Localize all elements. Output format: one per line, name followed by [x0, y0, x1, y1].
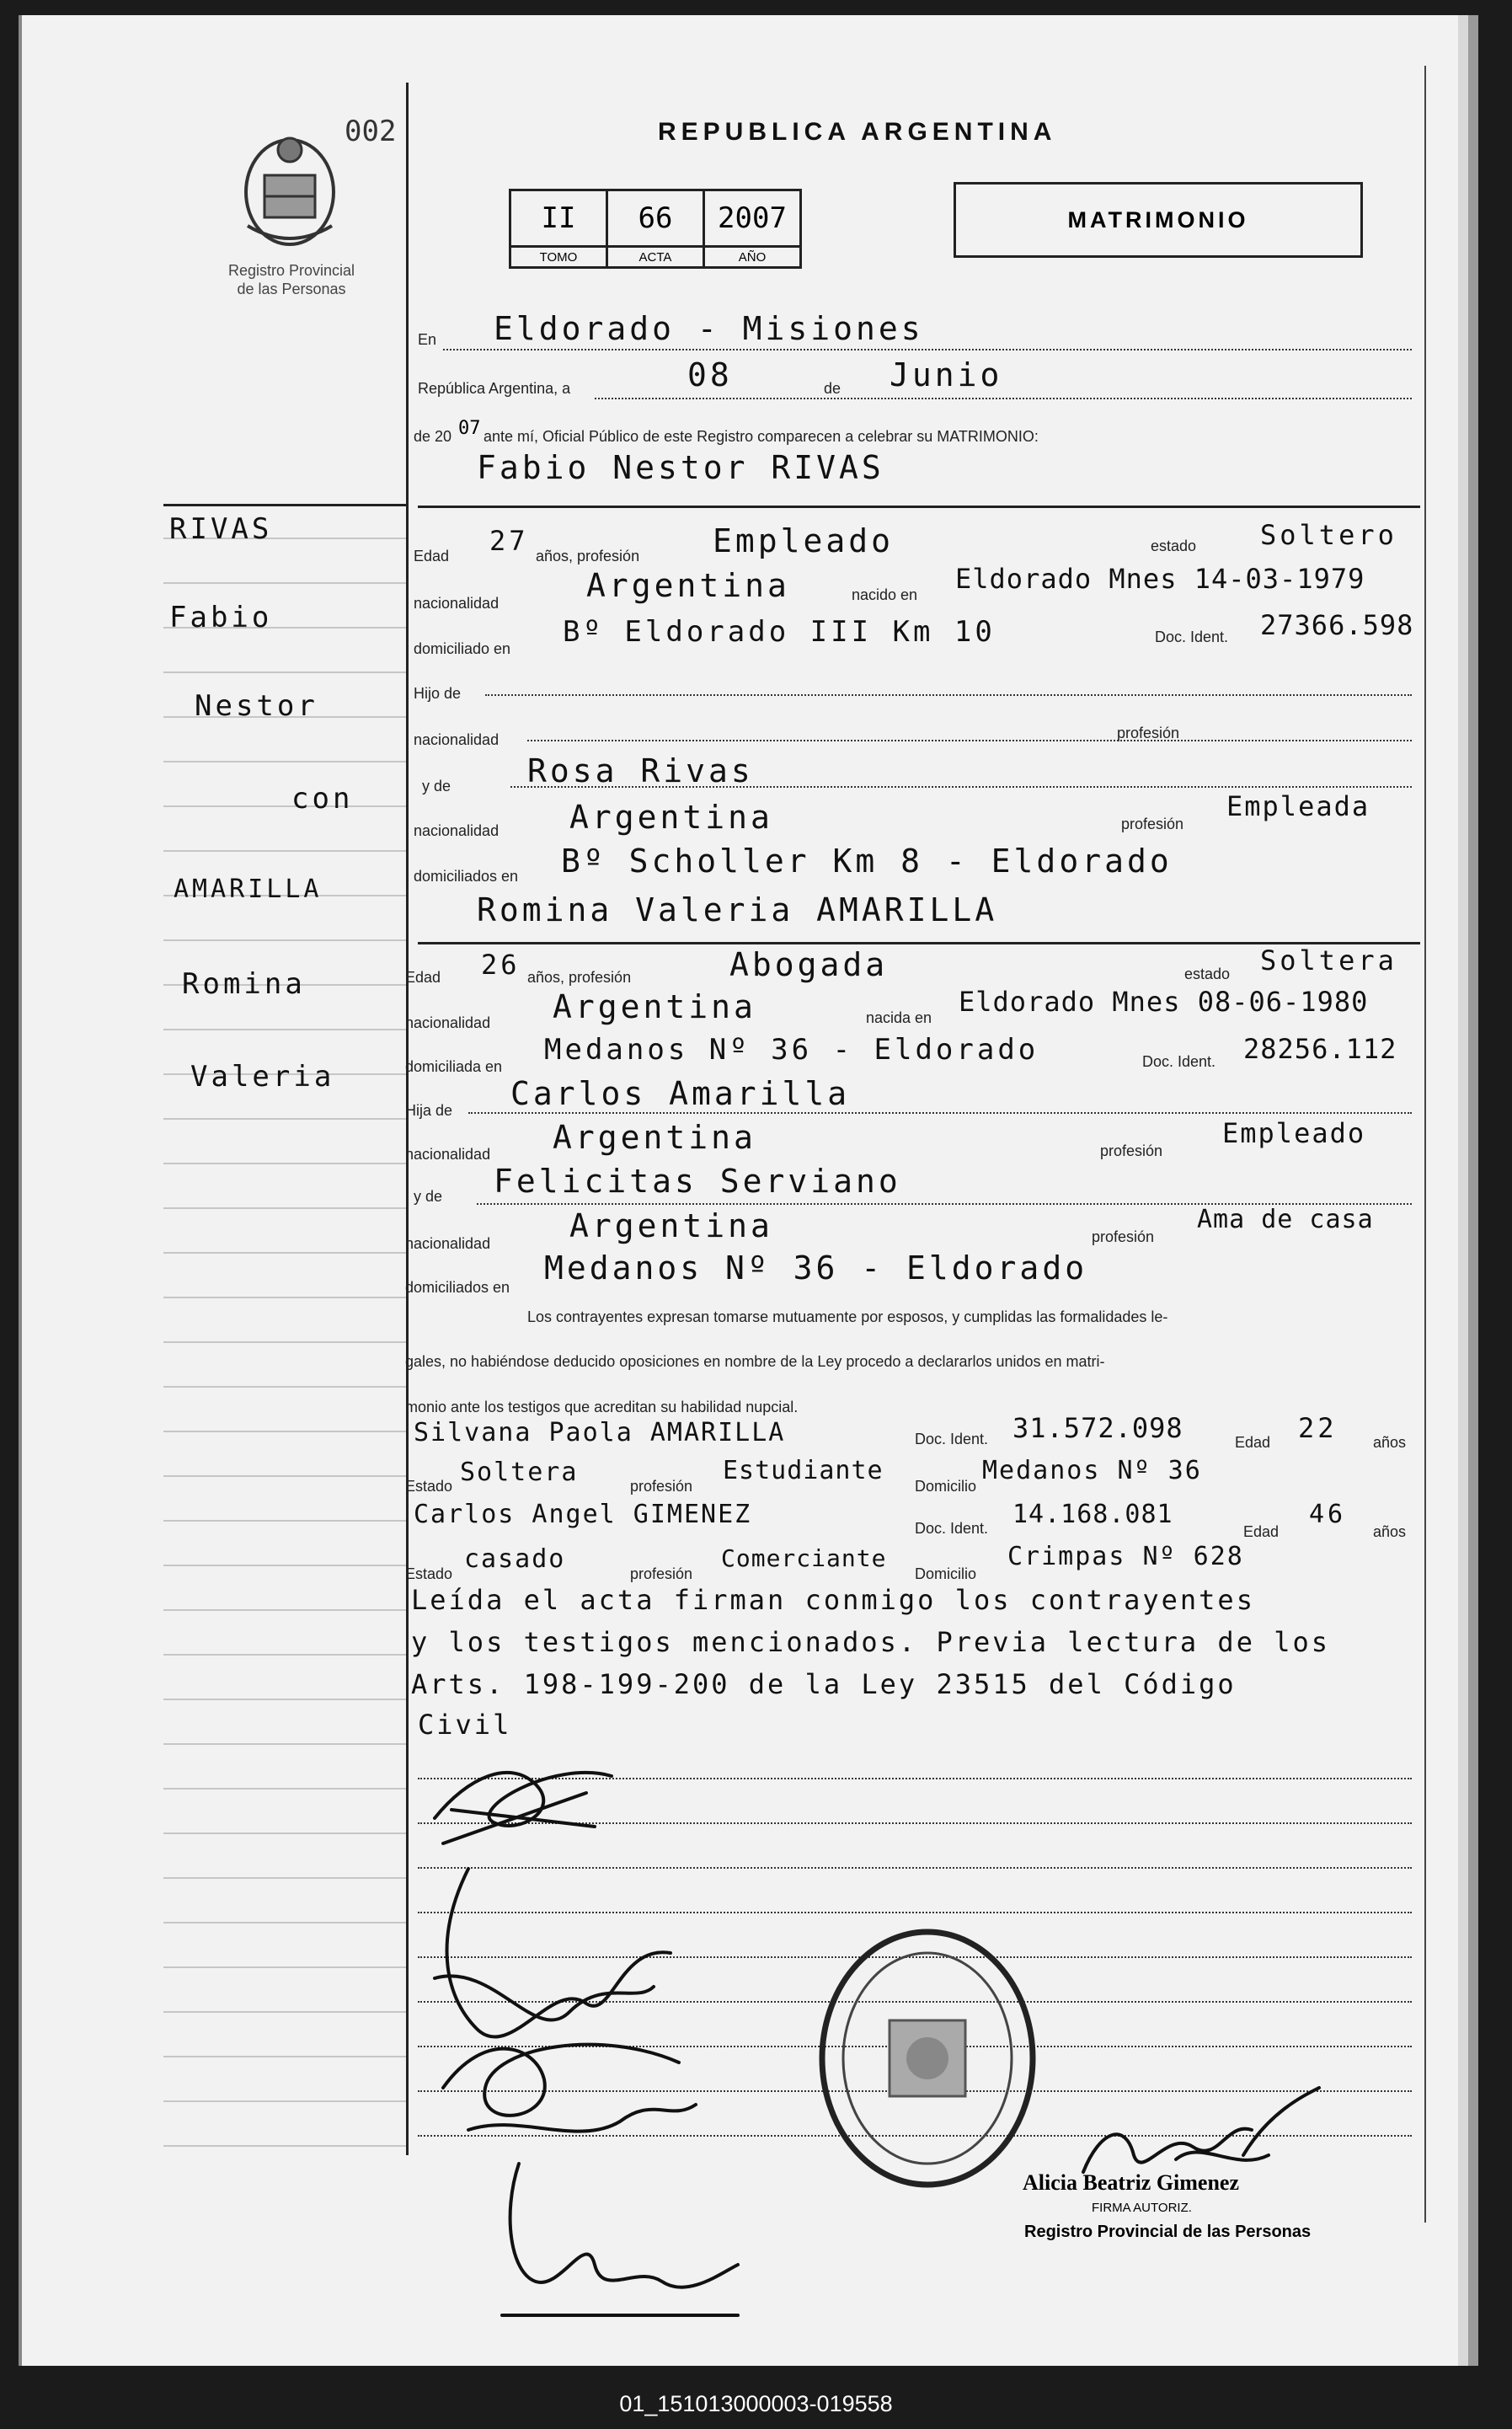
bride-madre-nacionalidad: Argentina — [569, 1207, 773, 1244]
label-estado: Estado — [405, 1565, 453, 1582]
groom-nacido: Eldorado Mnes 14-03-1979 — [955, 563, 1365, 595]
label-intro: ante mí, Oficial Público de este Registro comparecen a celebrar su MATRIMONIO: — [484, 428, 1039, 445]
bride-nacida: Eldorado Mnes 08-06-1980 — [959, 986, 1369, 1018]
groom-edad: 27 — [489, 525, 529, 557]
margin-name-4: Valeria — [190, 1060, 335, 1094]
tomo-value: II — [510, 190, 607, 247]
bride-madre: Felicitas Serviano — [494, 1163, 901, 1200]
acta-value: 66 — [607, 190, 704, 247]
label-de: de — [824, 380, 841, 397]
acta-label: ACTA — [607, 247, 704, 268]
ruled-line — [163, 2145, 408, 2147]
ruled-line — [163, 850, 408, 852]
ruled-line — [163, 1118, 408, 1120]
label-hijo: Hijo de — [414, 685, 462, 702]
label-estado: Estado — [405, 1478, 453, 1495]
folio-number: 002 — [345, 115, 397, 148]
label-estado: estado — [1184, 966, 1231, 982]
ruled-line — [163, 671, 408, 673]
day-value: 08 — [687, 356, 733, 393]
country-title: REPUBLICA ARGENTINA — [658, 118, 1057, 146]
ruled-line — [163, 1029, 408, 1030]
bride-padres-domicilio: Medanos Nº 36 - Eldorado — [544, 1249, 1088, 1287]
dotted-line — [443, 349, 1412, 350]
official-role: FIRMA AUTORIZ. — [1092, 2201, 1192, 2215]
margin-name-3: Romina — [182, 967, 306, 1001]
signatures-drawing — [418, 1725, 772, 2332]
ruled-line — [163, 1252, 408, 1254]
witness1-profesion: Estudiante — [723, 1456, 884, 1485]
groom-domicilio: Bº Eldorado III Km 10 — [563, 615, 996, 649]
ruled-line — [163, 1520, 408, 1522]
label-domicilio: Domicilio — [915, 1478, 977, 1495]
label-profesion: profesión — [630, 1565, 693, 1582]
label-nacionalidad: nacionalidad — [405, 1235, 491, 1252]
declaration-line-1: Los contrayentes expresan tomarse mutuamente por esposos, y cumplidas las formalidades le- — [527, 1308, 1168, 1325]
margin-surname-bride: AMARILLA — [174, 875, 323, 904]
ruled-line — [163, 1966, 408, 1968]
groom-madre-nacionalidad: Argentina — [569, 799, 773, 836]
label-edad: Edad — [414, 548, 450, 564]
bride-profesion: Abogada — [729, 946, 889, 983]
label-republica: República Argentina, a — [418, 380, 571, 397]
groom-profesion: Empleado — [713, 522, 895, 559]
bride-estado: Soltera — [1260, 944, 1397, 976]
label-doc: Doc. Ident. — [915, 1520, 989, 1537]
groom-madre: Rosa Rivas — [527, 752, 754, 789]
bride-madre-profesion: Ama de casa — [1197, 1205, 1374, 1234]
witness2-domicilio: Crimpas Nº 628 — [1007, 1542, 1244, 1571]
label-nacionalidad: nacionalidad — [405, 1014, 491, 1031]
dotted-line — [595, 398, 1412, 399]
ruled-line — [163, 1922, 408, 1923]
bride-name: Romina Valeria AMARILLA — [477, 891, 998, 928]
label-en: En — [418, 331, 437, 348]
ruled-line — [163, 1341, 408, 1343]
label-edad: Edad — [405, 969, 441, 986]
margin-divider — [163, 504, 408, 506]
label-year: de 20 — [414, 428, 452, 445]
groom-madre-profesion: Empleada — [1226, 790, 1370, 822]
label-nacido: nacido en — [852, 586, 918, 603]
ruled-line — [163, 1877, 408, 1879]
groom-nacionalidad: Argentina — [586, 567, 790, 604]
dotted-line — [468, 1112, 1412, 1114]
groom-estado: Soltero — [1260, 519, 1397, 551]
witness1-estado: Soltera — [460, 1458, 579, 1487]
label-profesion: profesión — [630, 1478, 693, 1495]
ruled-line — [163, 1207, 408, 1209]
margin-surname-groom: RIVAS — [169, 512, 273, 546]
right-border — [1424, 66, 1426, 2223]
closing-line-3: Arts. 198-199-200 de la Ley 23515 del Código — [411, 1668, 1237, 1700]
bride-nacionalidad: Argentina — [553, 988, 756, 1025]
ruled-line — [163, 1386, 408, 1388]
witness2-edad: 46 — [1309, 1500, 1347, 1529]
groom-padres-domicilio: Bº Scholler Km 8 - Eldorado — [561, 843, 1173, 880]
bride-doc: 28256.112 — [1243, 1033, 1397, 1065]
label-nacionalidad: nacionalidad — [414, 822, 500, 839]
margin-name-2: Nestor — [195, 689, 318, 723]
ruled-line — [163, 939, 408, 941]
label-anos: años — [1373, 1434, 1407, 1451]
declaration-line-3: monio ante los testigos que acreditan su habilidad nupcial. — [405, 1399, 799, 1415]
ruled-line — [163, 1743, 408, 1745]
label-doc: Doc. Ident. — [915, 1431, 989, 1447]
label-doc: Doc. Ident. — [1142, 1053, 1216, 1070]
label-domiciliados: domiciliados en — [414, 868, 519, 885]
witness2-name: Carlos Angel GIMENEZ — [414, 1500, 752, 1529]
month-value: Junio — [890, 356, 1003, 393]
ruled-line — [163, 582, 408, 584]
witness2-estado: casado — [464, 1544, 566, 1574]
label-domicilio: Domicilio — [915, 1565, 977, 1582]
bride-padre-nacionalidad: Argentina — [553, 1119, 756, 1156]
year-value: 07 — [458, 418, 481, 439]
ruled-line — [163, 1431, 408, 1432]
groom-name: Fabio Nestor RIVAS — [477, 449, 884, 486]
ruled-line — [163, 1654, 408, 1656]
bride-padre: Carlos Amarilla — [510, 1075, 851, 1112]
witness1-domicilio: Medanos Nº 36 — [982, 1456, 1202, 1485]
city-value: Eldorado - Misiones — [494, 310, 924, 347]
ruled-line — [163, 1565, 408, 1566]
official-name: Alicia Beatriz Gimenez — [1023, 2170, 1240, 2195]
witness2-doc: 14.168.081 — [1012, 1500, 1173, 1529]
dotted-line — [510, 786, 1412, 788]
witness1-name: Silvana Paola AMARILLA — [414, 1418, 786, 1447]
tomo-label: TOMO — [510, 247, 607, 268]
act-type-box: MATRIMONIO — [954, 182, 1363, 258]
label-profesion: profesión — [1100, 1142, 1163, 1159]
bride-edad: 26 — [481, 949, 521, 981]
margin-name-1: Fabio — [169, 601, 273, 634]
bride-domicilio: Medanos Nº 36 - Eldorado — [544, 1033, 1039, 1067]
ruled-line — [163, 1699, 408, 1700]
label-hija: Hija de — [405, 1102, 453, 1119]
act-number-table — [509, 189, 802, 269]
ruled-line — [163, 761, 408, 762]
label-nacionalidad: nacionalidad — [405, 1146, 491, 1163]
closing-line-1: Leída el acta firman conmigo los contrayentes — [411, 1584, 1255, 1616]
label-estado: estado — [1151, 538, 1197, 554]
declaration-line-2: gales, no habiéndose deducido oposiciones en nombre de la Ley procedo a declararlos unidos en matri- — [405, 1353, 1105, 1370]
label-edad: Edad — [1235, 1434, 1271, 1451]
label-anos-profesion: años, profesión — [536, 548, 640, 564]
ruled-line — [163, 2100, 408, 2102]
label-nacida: nacida en — [866, 1009, 932, 1026]
register-page — [19, 15, 1458, 2366]
bride-padre-profesion: Empleado — [1222, 1117, 1366, 1149]
anio-value: 2007 — [704, 190, 801, 247]
ruled-line — [163, 1297, 408, 1298]
closing-line-2: y los testigos mencionados. Previa lectura de los — [411, 1626, 1331, 1658]
ruled-line — [163, 1788, 408, 1790]
closing-line-4: Civil — [418, 1709, 512, 1741]
ruled-line — [163, 1475, 408, 1477]
registry-stamp-icon — [805, 1911, 1058, 2214]
label-domiciliada: domiciliada en — [405, 1058, 503, 1075]
label-edad: Edad — [1243, 1523, 1280, 1540]
label-profesion: profesión — [1121, 816, 1184, 832]
dotted-line — [485, 694, 1412, 696]
dotted-line — [527, 740, 1412, 741]
witness1-doc: 31.572.098 — [1012, 1412, 1183, 1444]
label-profesion: profesión — [1092, 1228, 1155, 1245]
section-rule — [418, 506, 1420, 508]
label-domiciliado: domiciliado en — [414, 640, 511, 657]
label-yde: y de — [414, 1188, 443, 1205]
ruled-line — [163, 1609, 408, 1611]
label-yde: y de — [422, 778, 451, 795]
coat-of-arms-icon — [231, 125, 349, 251]
registry-label: Registro Provincial de las Personas — [227, 262, 355, 297]
label-anos-profesion: años, profesión — [527, 969, 632, 986]
ruled-line — [163, 1163, 408, 1164]
label-nacionalidad: nacionalidad — [414, 731, 500, 748]
margin-con: con — [291, 782, 354, 816]
ruled-line — [163, 2056, 408, 2057]
groom-doc: 27366.598 — [1260, 609, 1414, 641]
label-nacionalidad: nacionalidad — [414, 595, 500, 612]
label-anos: años — [1373, 1523, 1407, 1540]
label-domiciliados: domiciliados en — [405, 1279, 510, 1296]
image-caption: 01_151013000003-019558 — [619, 2391, 893, 2416]
ruled-line — [163, 1832, 408, 1834]
official-org: Registro Provincial de las Personas — [1024, 2223, 1312, 2241]
label-doc: Doc. Ident. — [1155, 629, 1229, 645]
witness1-edad: 22 — [1298, 1412, 1338, 1444]
anio-label: AÑO — [704, 247, 801, 268]
ruled-line — [163, 2011, 408, 2013]
ruled-line — [163, 805, 408, 807]
witness2-profesion: Comerciante — [721, 1544, 887, 1572]
label-profesion: profesión — [1117, 725, 1180, 741]
